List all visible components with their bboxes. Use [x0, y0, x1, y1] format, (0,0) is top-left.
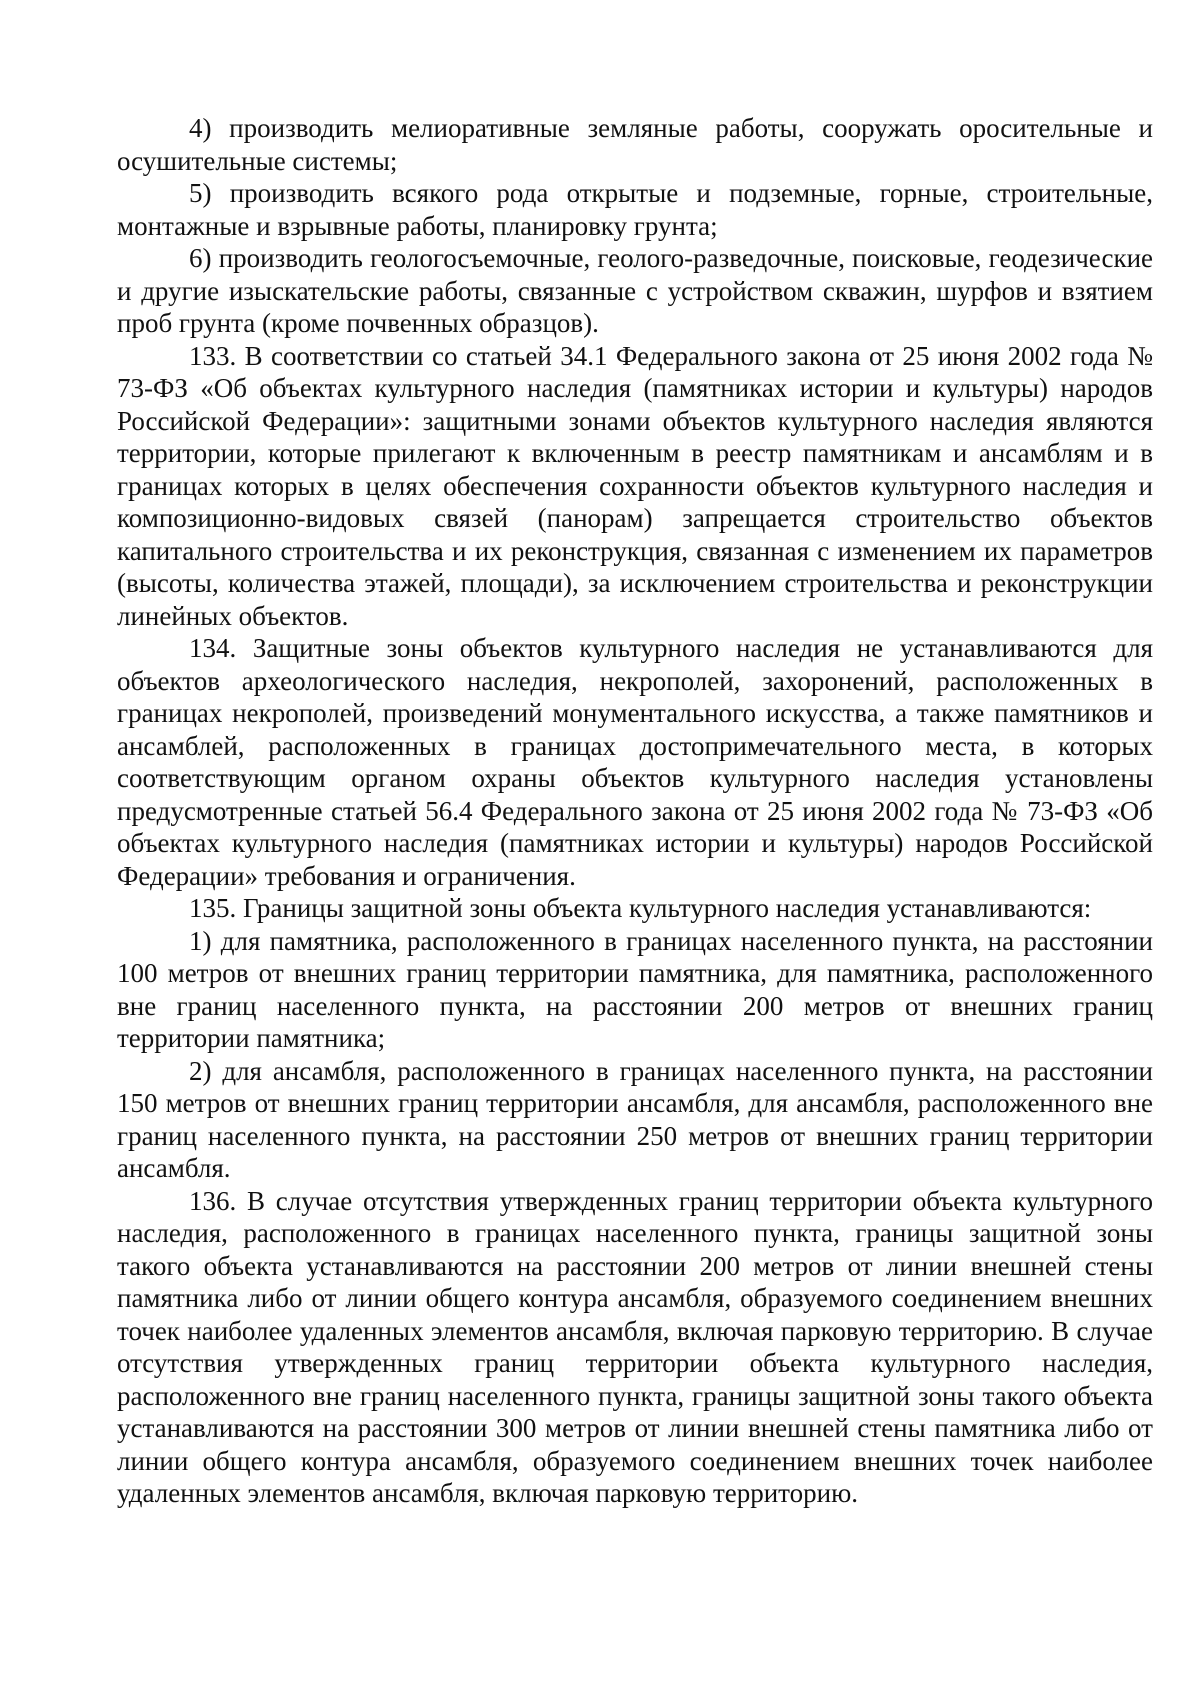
paragraph-135-item-1: 1) для памятника, расположенного в границах населенного пункта, на расстоянии 100 метров от внешних границ территории памятника, для памятника, расположенного вне границ населенного пункта, на расстоянии 200 метров от внешних границ территории памятника; — [117, 925, 1153, 1053]
paragraph-135: 135. Границы защитной зоны объекта культурного наследия устанавливаются: — [189, 893, 1092, 923]
paragraph-item-5: 5) производить всякого рода открытые и подземные, горные, строительные, монтажные и взрывные работы, планировку грунта; — [117, 178, 1153, 241]
document-page — [117, 112, 1153, 1510]
paragraph-135-item-2: 2) для ансамбля, расположенного в границах населенного пункта, на расстоянии 150 метров от внешних границ территории ансамбля, для ансамбля, расположенного вне границ населенного пункта, на расстоянии 250 метров от внешних границ территории ансамбля. — [117, 1055, 1153, 1183]
paragraph-133: 133. В соответствии со статьей 34.1 Федерального закона от 25 июня 2002 года № 73-ФЗ «Об объектах культурного наследия (памятниках истории и культуры) народов Российской Федерации»: защитными зонами объектов культурного наследия являются территории, которые прилегают к включенным в реестр памятникам и ансамблям и в границах которых в целях обеспечения сохранности объектов культурного наследия и композиционно-видовых связей (панорам) запрещается строительство объектов капитального строительства и их реконструкция, связанная с изменением их параметров (высоты, количества этажей, площади), за исключением строительства и реконструкции линейных объектов. — [117, 340, 1153, 631]
paragraph-136: 136. В случае отсутствия утвержденных границ территории объекта культурного наследия, расположенного в границах населенного пункта, границы защитной зоны такого объекта устанавливаются на расстоянии 200 метров от линии внешней стены памятника либо от линии общего контура ансамбля, образуемого соединением внешних точек наиболее удаленных элементов ансамбля, включая парковую территорию. В случае отсутствия утвержденных границ территории объекта культурного наследия, расположенного вне границ населенного пункта, границы защитной зоны такого объекта устанавливаются на расстоянии 300 метров от линии внешней стены памятника либо от линии общего контура ансамбля, образуемого соединением внешних точек наиболее удаленных элементов ансамбля, включая парковую территорию. — [117, 1185, 1153, 1508]
paragraph-item-4: 4) производить мелиоративные земляные работы, сооружать оросительные и осушительные системы; — [117, 113, 1153, 176]
paragraph-item-6: 6) производить геологосъемочные, геолого-разведочные, поисковые, геодезические и другие изыскательские работы, связанные с устройством скважин, шурфов и взятием проб грунта (кроме почвенных образцов). — [117, 243, 1153, 338]
paragraph-134: 134. Защитные зоны объектов культурного наследия не устанавливаются для объектов археологического наследия, некрополей, захоронений, расположенных в границах некрополей, произведений монументального искусства, а также памятников и ансамблей, расположенных в границах достопримечательного места, в которых соответствующим органом охраны объектов культурного наследия установлены предусмотренные статьей 56.4 Федерального закона от 25 июня 2002 года № 73-ФЗ «Об объектах культурного наследия (памятниках истории и культуры) народов Российской Федерации» требования и ограничения. — [117, 633, 1153, 891]
